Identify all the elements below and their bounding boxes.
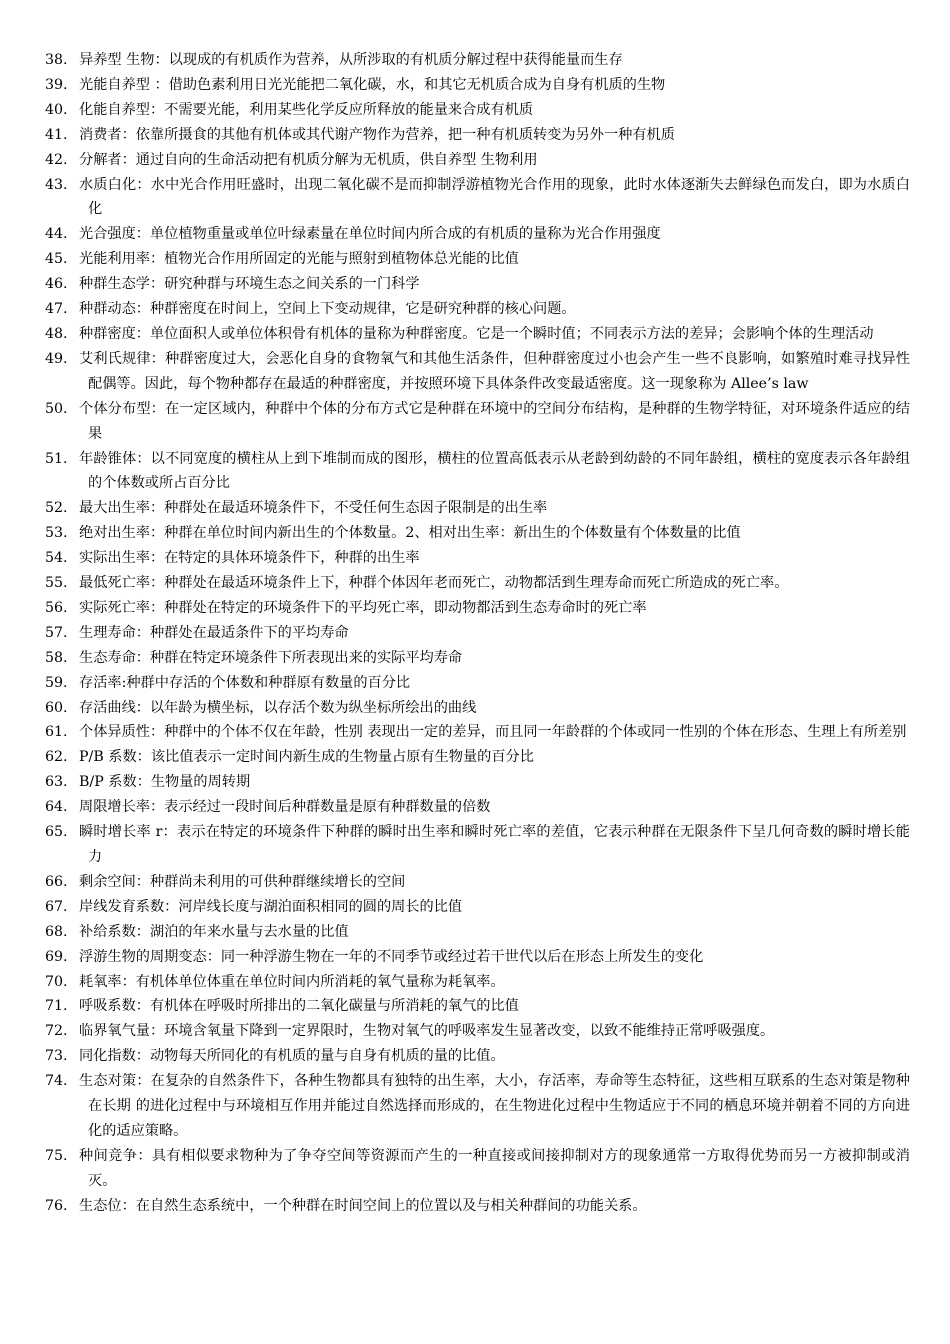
item-number: 75. [45,1147,68,1164]
item-text: 同化指数：动物每天所同化的有机质的量与自身有机质的量的比值。 [79,1048,505,1065]
list-item [0,546,950,571]
item-text: 最低死亡率：种群处在最适环境条件上下，种群个体因年老而死亡，动物都活到生理寿命而死亡所造成的死亡率。 [79,575,789,592]
list-item [0,1019,950,1044]
item-number: 60. [45,699,68,716]
item-text: 绝对出生率：种群在单位时间内新出生的个体数量。2、相对出生率：新出生的个体数量有个体数量的比值 [79,525,741,542]
item-text: 个体异质性：种群中的个体不仅在年龄，性别 表现出一定的差异，而且同一年龄群的个体或同一性别的个体在形态、生理上有所差别 [79,724,907,741]
list-item [0,745,950,770]
list-item [0,48,950,73]
item-number: 38. [45,52,68,68]
list-item [0,1194,950,1219]
item-number: 53. [45,525,68,542]
item-number: 76. [45,1197,68,1214]
list-item [0,820,950,870]
document-page [0,48,950,1219]
item-text: 存活曲线：以年龄为横坐标，以存活个数为纵坐标所绘出的曲线 [79,699,477,716]
list-item [0,994,950,1019]
item-number: 55. [45,575,68,592]
item-number: 70. [45,973,68,990]
item-text: 存活率:种群中存活的个体数和种群原有数量的百分比 [79,674,411,691]
list-item [0,870,950,895]
list-item [0,272,950,297]
item-number: 72. [45,1023,68,1040]
item-text: 种群密度：单位面积人或单位体积骨有机体的量称为种群密度。它是一个瞬时值；不同表示方法的差异；会影响个体的生理活动 [79,325,874,342]
item-text: 耗氧率：有机体单位体重在单位时间内所消耗的氧气量称为耗氧率。 [79,973,505,990]
item-text: 最大出生率：种群处在最适环境条件下，不受任何生态因子限制是的出生率 [79,500,548,517]
item-text: 分解者：通过自向的生命活动把有机质分解为无机质，供自养型 生物利用 [79,151,538,168]
item-number: 63. [45,774,68,791]
item-text: 生态寿命：种群在特定环境条件下所表现出来的实际平均寿命 [79,649,463,666]
item-number: 57. [45,624,68,641]
item-text: 生态位：在自然生态系统中，一个种群在时间空间上的位置以及与相关种群间的功能关系。 [79,1197,647,1214]
list-item [0,123,950,148]
item-number: 68. [45,923,68,940]
item-text: 浮游生物的周期变态：同一种浮游生物在一年的不同季节或经过若干世代以后在形态上所发生的变化 [79,948,704,965]
list-item [0,1044,950,1069]
list-item [0,521,950,546]
item-text: 临界氧气量：环境含氧量下降到一定界限时，生物对氧气的呼吸率发生显著改变，以致不能维持正常呼吸强度。 [79,1023,775,1040]
item-text: 实际出生率：在特定的具体环境条件下，种群的出生率 [79,550,420,567]
item-text: P/B 系数：该比值表示一定时间内新生成的生物量占原有生物量的百分比 [79,749,534,766]
list-item [0,98,950,123]
item-number: 66. [45,873,68,890]
item-text: 实际死亡率：种群处在特定的环境条件下的平均死亡率，即动物都活到生态寿命时的死亡率 [79,599,647,616]
item-text: 艾利氏规律：种群密度过大，会恶化自身的食物氧气和其他生活条件，但种群密度过小也会产生一些不良影响，如繁殖时难寻找异性配偶等。因此，每个物种都存在最适的种群密度，并按照环境下具体条件改变最适密度。这一现象称为 Allee’s law [79,350,910,392]
item-text: 剩余空间：种群尚未利用的可供种群继续增长的空间 [79,873,406,890]
list-item [0,73,950,98]
item-number: 59. [45,674,68,691]
list-item [0,571,950,596]
list-item [0,795,950,820]
item-text: 生态对策：在复杂的自然条件下，各种生物都具有独特的出生率，大小，存活率，寿命等生态特征，这些相互联系的生态对策是物种在长期 的进化过程中与环境相互作用并能过自然选择而形成的，在生物进化过程中生物适应于不同的栖息环境并朝着不同的方向进化的适应策略。 [79,1073,910,1139]
list-item [0,397,950,447]
item-number: 62. [45,749,68,766]
item-text: 光能自养型 ：借助色素利用日光光能把二氧化碳，水，和其它无机质合成为自身有机质的生物 [79,76,666,93]
list-item [0,1069,950,1144]
item-number: 39. [45,76,68,93]
list-item [0,322,950,347]
item-text: 年龄锥体：以不同宽度的横柱从上到下堆制而成的图形，横柱的位置高低表示从老龄到幼龄的不同年龄组，横柱的宽度表示各年龄组的个体数或所占百分比 [79,450,910,492]
list-item [0,247,950,272]
list-item [0,770,950,795]
list-item [0,720,950,745]
list-item [0,696,950,721]
item-text: 种间竞争：具有相似要求物种为了争夺空间等资源而产生的一种直接或间接抑制对方的现象通常一方取得优势而另一方被抑制或消灭。 [79,1147,910,1189]
item-number: 65. [45,824,68,841]
item-number: 56. [45,599,68,616]
item-number: 41. [45,126,68,143]
item-text: B/P 系数：生物量的周转期 [79,774,251,791]
item-number: 74. [45,1073,68,1090]
item-text: 呼吸系数：有机体在呼吸时所排出的二氧化碳量与所消耗的氧气的比值 [79,998,519,1015]
item-number: 44. [45,226,68,243]
list-item [0,173,950,223]
item-number: 43. [45,176,68,193]
item-number: 42. [45,151,68,168]
item-text: 个体分布型：在一定区域内，种群中个体的分布方式它是种群在环境中的空间分布结构，是种群的生物学特征，对环境条件适应的结果 [79,400,910,442]
list-item [0,646,950,671]
item-text: 补给系数：湖泊的年来水量与去水量的比值 [79,923,349,940]
item-number: 73. [45,1048,68,1065]
item-number: 40. [45,101,68,118]
item-text: 瞬时增长率 r：表示在特定的环境条件下种群的瞬时出生率和瞬时死亡率的差值，它表示种群在无限条件下呈几何奇数的瞬时增长能力 [79,824,910,865]
list-item [0,496,950,521]
list-item [0,920,950,945]
list-item [0,945,950,970]
item-text: 种群动态：种群密度在时间上，空间上下变动规律，它是研究种群的核心问题。 [79,301,576,318]
item-text: 光能利用率：植物光合作用所固定的光能与照射到植物体总光能的比值 [79,251,519,268]
list-item [0,148,950,173]
item-text: 光合强度：单位植物重量或单位叶绿素量在单位时间内所合成的有机质的量称为光合作用强度 [79,226,661,243]
list-item [0,621,950,646]
item-number: 50. [45,400,68,417]
item-number: 52. [45,500,68,517]
item-text: 生理寿命：种群处在最适条件下的平均寿命 [79,624,349,641]
item-text: 消费者：依靠所摄食的其他有机体或其代谢产物作为营养，把一种有机质转变为另外一种有机质 [79,126,675,143]
list-item [0,895,950,920]
item-number: 51. [45,450,68,467]
item-number: 69. [45,948,68,965]
item-number: 45. [45,251,68,268]
item-number: 46. [45,276,68,293]
item-number: 67. [45,898,68,915]
item-number: 61. [45,724,68,741]
list-item [0,596,950,621]
list-item [0,1144,950,1194]
list-item [0,671,950,696]
item-number: 47. [45,301,68,318]
item-text: 岸线发育系数：河岸线长度与湖泊面积相同的圆的周长的比值 [79,898,463,915]
item-number: 48. [45,325,68,342]
item-text: 水质白化：水中光合作用旺盛时，出现二氧化碳不是而抑制浮游植物光合作用的现象，此时水体逐渐失去鲜绿色而发白，即为水质白化 [79,176,910,218]
list-item [0,447,950,497]
item-text: 化能自养型：不需要光能，利用某些化学反应所释放的能量来合成有机质 [79,101,534,118]
item-number: 64. [45,799,68,816]
list-item [0,970,950,995]
list-item [0,347,950,397]
list-item [0,222,950,247]
item-text: 周限增长率：表示经过一段时间后种群数量是原有种群数量的倍数 [79,799,491,816]
item-text: 种群生态学：研究种群与环境生态之间关系的一门科学 [79,276,420,293]
item-number: 58. [45,649,68,666]
item-number: 71. [45,998,68,1015]
list-item [0,297,950,322]
item-number: 54. [45,550,68,567]
item-text: 异养型 生物：以现成的有机质作为营养，从所涉取的有机质分解过程中获得能量而生存 [79,52,623,68]
item-number: 49. [45,350,68,367]
